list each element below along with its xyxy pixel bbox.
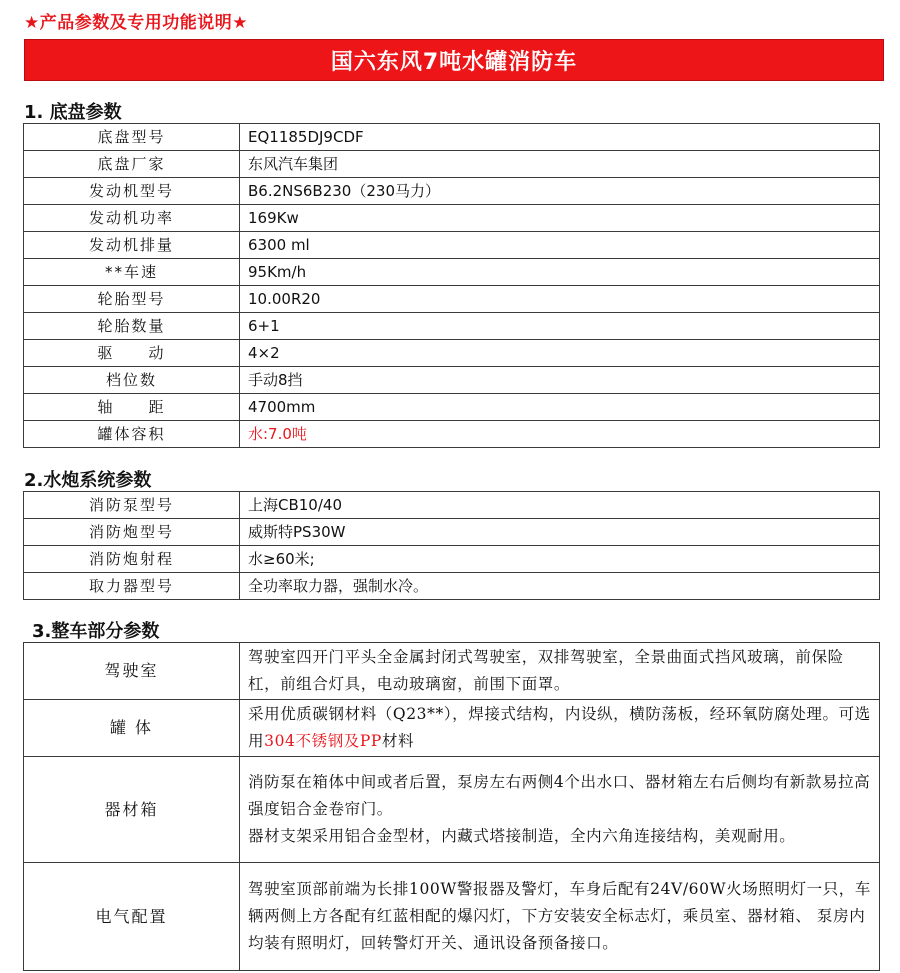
row-label: 档位数 — [24, 367, 240, 394]
chassis-table — [23, 123, 880, 448]
cab-label: 驾驶室 — [24, 643, 240, 700]
electrical-value: 驾驶室顶部前端为长排100W警报器及警灯，车身后配有24V/60W火场照明灯一只，车辆两侧上方各配有红蓝相配的爆闪灯，下方安装安全标志灯，乘员室、器材箱、 泵房内均装有照明灯，回转警灯开关、通讯设备预备接口。 — [240, 863, 880, 971]
row-label: 发动机功率 — [24, 205, 240, 232]
row-value: 上海CB10/40 — [240, 492, 880, 519]
row-value: 4700mm — [240, 394, 880, 421]
row-value: EQ1185DJ9CDF — [240, 124, 880, 151]
row-value: 威斯特PS30W — [240, 519, 880, 546]
table-row — [24, 367, 880, 394]
row-value: 4×2 — [240, 340, 880, 367]
table-row — [24, 340, 880, 367]
table-row — [24, 492, 880, 519]
equipment-para-1: 消防泵在箱体中间或者后置，泵房左右两侧4个出水口、器材箱左右后侧均有新款易拉高强度铝合金卷帘门。 — [248, 773, 871, 818]
row-label: 底盘厂家 — [24, 151, 240, 178]
row-value: 169Kw — [240, 205, 880, 232]
row-label: 消防泵型号 — [24, 492, 240, 519]
row-label: 发动机排量 — [24, 232, 240, 259]
table-row — [24, 178, 880, 205]
row-value: 全功率取力器，强制水冷。 — [240, 573, 880, 600]
table-row — [24, 259, 880, 286]
tank-value-b: 材料 — [381, 732, 415, 750]
row-label: 轴 距 — [24, 394, 240, 421]
row-label: 取力器型号 — [24, 573, 240, 600]
electrical-label: 电气配置 — [24, 863, 240, 971]
row-label: 轮胎型号 — [24, 286, 240, 313]
row-value: 水≥60米; — [240, 546, 880, 573]
tank-label: 罐 体 — [24, 700, 240, 757]
table-row — [24, 573, 880, 600]
top-label: ★产品参数及专用功能说明★ — [24, 13, 248, 33]
table-row — [24, 519, 880, 546]
table-row — [24, 863, 880, 971]
vehicle-table — [23, 642, 880, 971]
row-label: 驱 动 — [24, 340, 240, 367]
row-value: 水:7.0吨 — [240, 421, 880, 448]
row-value: 95Km/h — [240, 259, 880, 286]
table-row — [24, 643, 880, 700]
row-label: 发动机型号 — [24, 178, 240, 205]
section-title-vehicle: 3.整车部分参数 — [32, 621, 160, 642]
title-bar — [24, 39, 884, 81]
row-value: 6+1 — [240, 313, 880, 340]
row-label: 罐体容积 — [24, 421, 240, 448]
row-label: **车速 — [24, 259, 240, 286]
section-title-chassis: 1. 底盘参数 — [24, 102, 122, 123]
row-value: 10.00R20 — [240, 286, 880, 313]
row-value: B6.2NS6B230（230马力） — [240, 178, 880, 205]
table-row — [24, 151, 880, 178]
row-label: 底盘型号 — [24, 124, 240, 151]
table-row — [24, 205, 880, 232]
table-row — [24, 700, 880, 757]
row-value: 手动8挡 — [240, 367, 880, 394]
table-row — [24, 546, 880, 573]
table-row — [24, 757, 880, 863]
row-value: 6300 ml — [240, 232, 880, 259]
table-row — [24, 421, 880, 448]
tank-value-highlight: 304不锈钢及PP — [264, 732, 382, 750]
row-label: 消防炮射程 — [24, 546, 240, 573]
table-row — [24, 124, 880, 151]
row-label: 轮胎数量 — [24, 313, 240, 340]
tank-value-a: 采用优质碳钢材料（Q23**），焊接式结构，内设纵，横防荡板，经环氧防腐处理。可选用 — [248, 705, 871, 750]
row-value: 东风汽车集团 — [240, 151, 880, 178]
table-row — [24, 394, 880, 421]
row-label: 消防炮型号 — [24, 519, 240, 546]
section-title-cannon: 2.水炮系统参数 — [24, 470, 152, 491]
tank-value — [240, 700, 880, 757]
cannon-table — [23, 491, 880, 600]
page-title: 国六东风7吨水罐消防车 — [330, 49, 578, 75]
equipment-para-2: 器材支架采用铝合金型材，内藏式塔接制造，全内六角连接结构，美观耐用。 — [248, 827, 796, 845]
table-row — [24, 286, 880, 313]
table-row — [24, 313, 880, 340]
equipment-label: 器材箱 — [24, 757, 240, 863]
cab-value: 驾驶室四开门平头全金属封闭式驾驶室，双排驾驶室，全景曲面式挡风玻璃，前保险杠，前组合灯具，电动玻璃窗，前围下面罩。 — [240, 643, 880, 700]
equipment-value — [240, 757, 880, 863]
table-row — [24, 232, 880, 259]
